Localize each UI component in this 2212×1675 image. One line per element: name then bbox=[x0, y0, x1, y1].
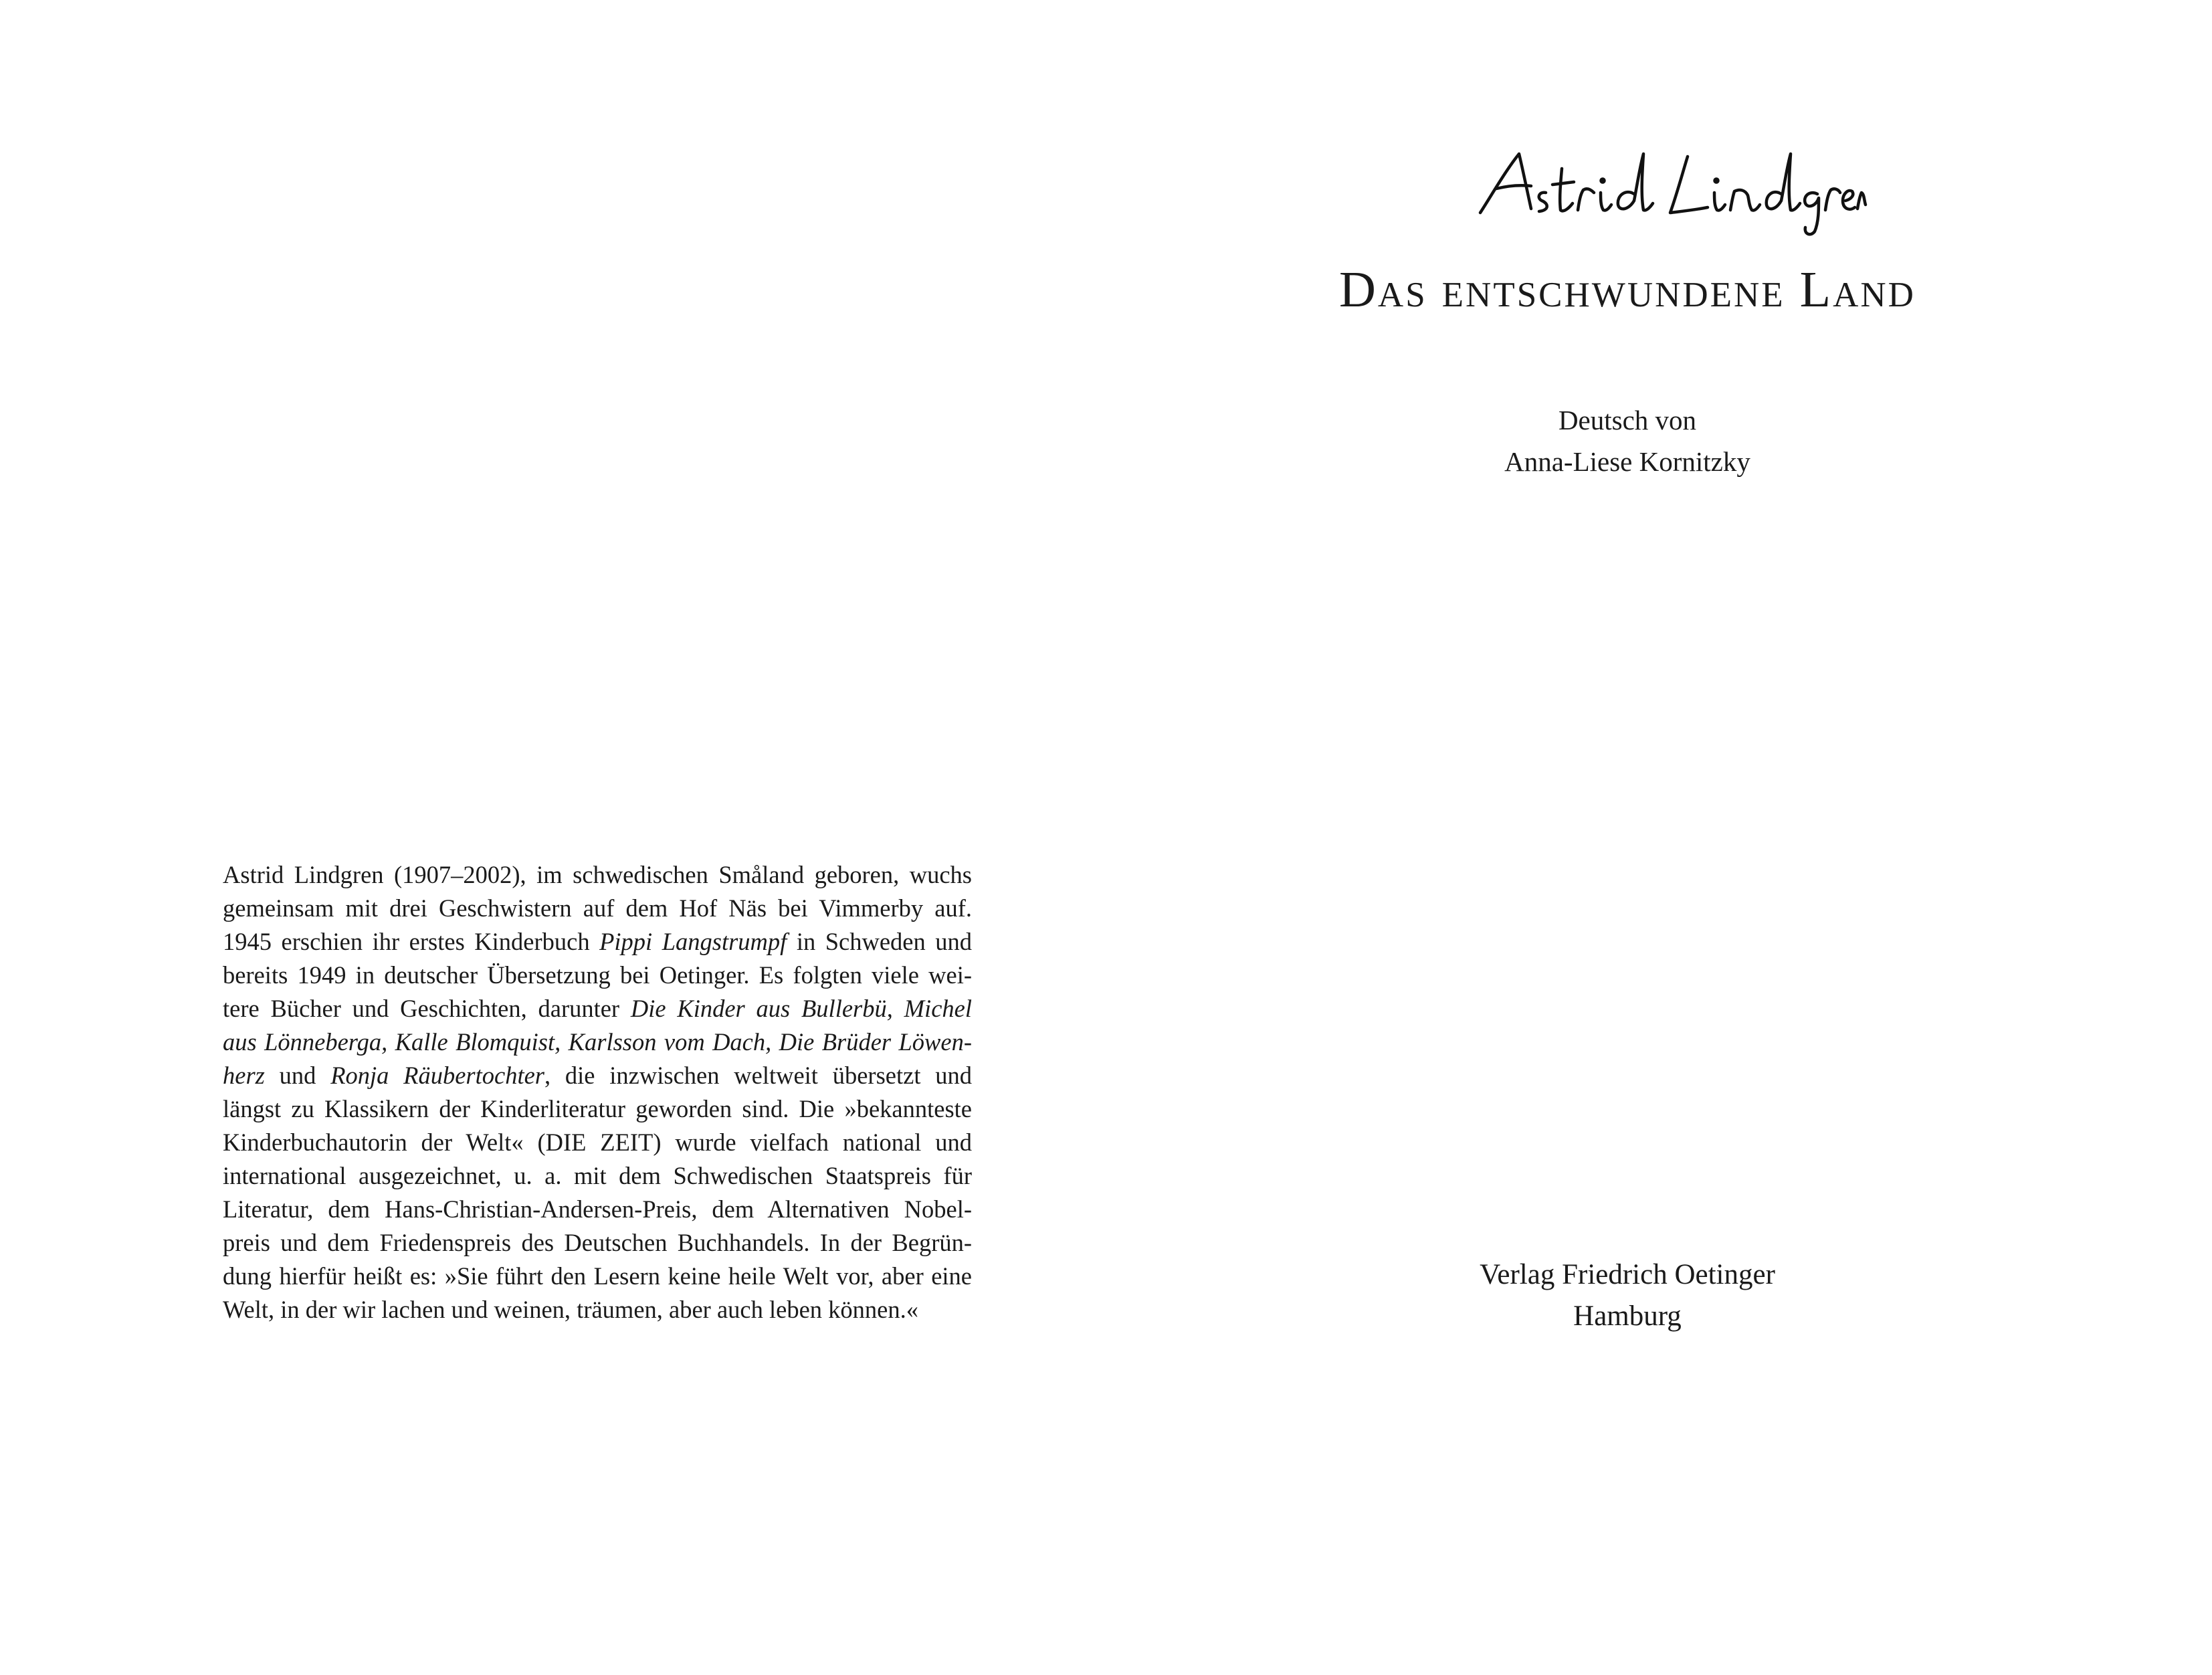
book-title-reference: Pippi Langstrumpf bbox=[599, 928, 787, 955]
bio-line: international ausgezeichnet, u. a. mit dem Schwedischen Staatspreis für bbox=[223, 1162, 972, 1189]
book-title-reference: Die Kinder aus Bullerbü, Michel bbox=[630, 995, 972, 1022]
bio-line: dung hierfür heißt es: »Sie führt den Lesern keine heile Welt vor, aber eine bbox=[223, 1262, 972, 1290]
publisher-city: Hamburg bbox=[1573, 1300, 1682, 1332]
translator-name: Anna-Liese Kornitzky bbox=[1504, 446, 1750, 477]
bio-line: bereits 1949 in deutscher Übersetzung bei Oetinger. Es folgten viele wei- bbox=[223, 961, 972, 989]
author-signature bbox=[1467, 134, 1868, 241]
bio-line: längst zu Klassikern der Kinderliteratur geworden sind. Die »bekannteste bbox=[223, 1095, 972, 1122]
bio-line: preis und dem Friedenspreis des Deutschen Buchhandels. In der Begrün- bbox=[223, 1229, 972, 1256]
publisher-block bbox=[1393, 1254, 1862, 1337]
bio-line: Kinderbuchautorin der Welt« (DIE ZEIT) wurde vielfach national und bbox=[223, 1128, 972, 1156]
bio-line: herz und Ronja Räubertochter, die inzwischen weltweit übersetzt und bbox=[223, 1062, 973, 1089]
author-biography bbox=[223, 858, 972, 1326]
book-title-reference: herz bbox=[223, 1062, 265, 1089]
publisher-name: Verlag Friedrich Oetinger bbox=[1480, 1259, 1775, 1290]
bio-line: Welt, in der wir lachen und weinen, träumen, aber auch leben können.« bbox=[223, 1296, 918, 1323]
book-title-reference: Ronja Räubertochter bbox=[330, 1062, 544, 1089]
book-title: Das entschwundene Land bbox=[1339, 262, 1916, 318]
bio-line: gemeinsam mit drei Geschwistern auf dem Hof Näs bei Vimmerby auf. bbox=[223, 894, 972, 922]
book-title-reference: aus Lönneberga, Kalle Blomquist, Karlsson vom Dach, Die Brüder Löwen- bbox=[223, 1028, 972, 1056]
translation-credit bbox=[1393, 399, 1862, 482]
signature-graphic bbox=[1467, 134, 1868, 241]
translation-label: Deutsch von bbox=[1558, 405, 1697, 435]
bio-line: Literatur, dem Hans-Christian-Andersen-Preis, dem Alternativen Nobel- bbox=[223, 1195, 972, 1223]
bio-line: 1945 erschien ihr erstes Kinderbuch Pippi Langstrumpf in Schweden und bbox=[223, 928, 972, 955]
bio-line bbox=[223, 1025, 972, 1059]
right-page bbox=[1106, 0, 2212, 1675]
bio-line: tere Bücher und Geschichten, darunter Die Kinder aus Bullerbü, Michel bbox=[223, 995, 972, 1022]
bio-line: Astrid Lindgren (1907–2002), im schwedischen Småland geboren, wuchs bbox=[223, 861, 972, 888]
